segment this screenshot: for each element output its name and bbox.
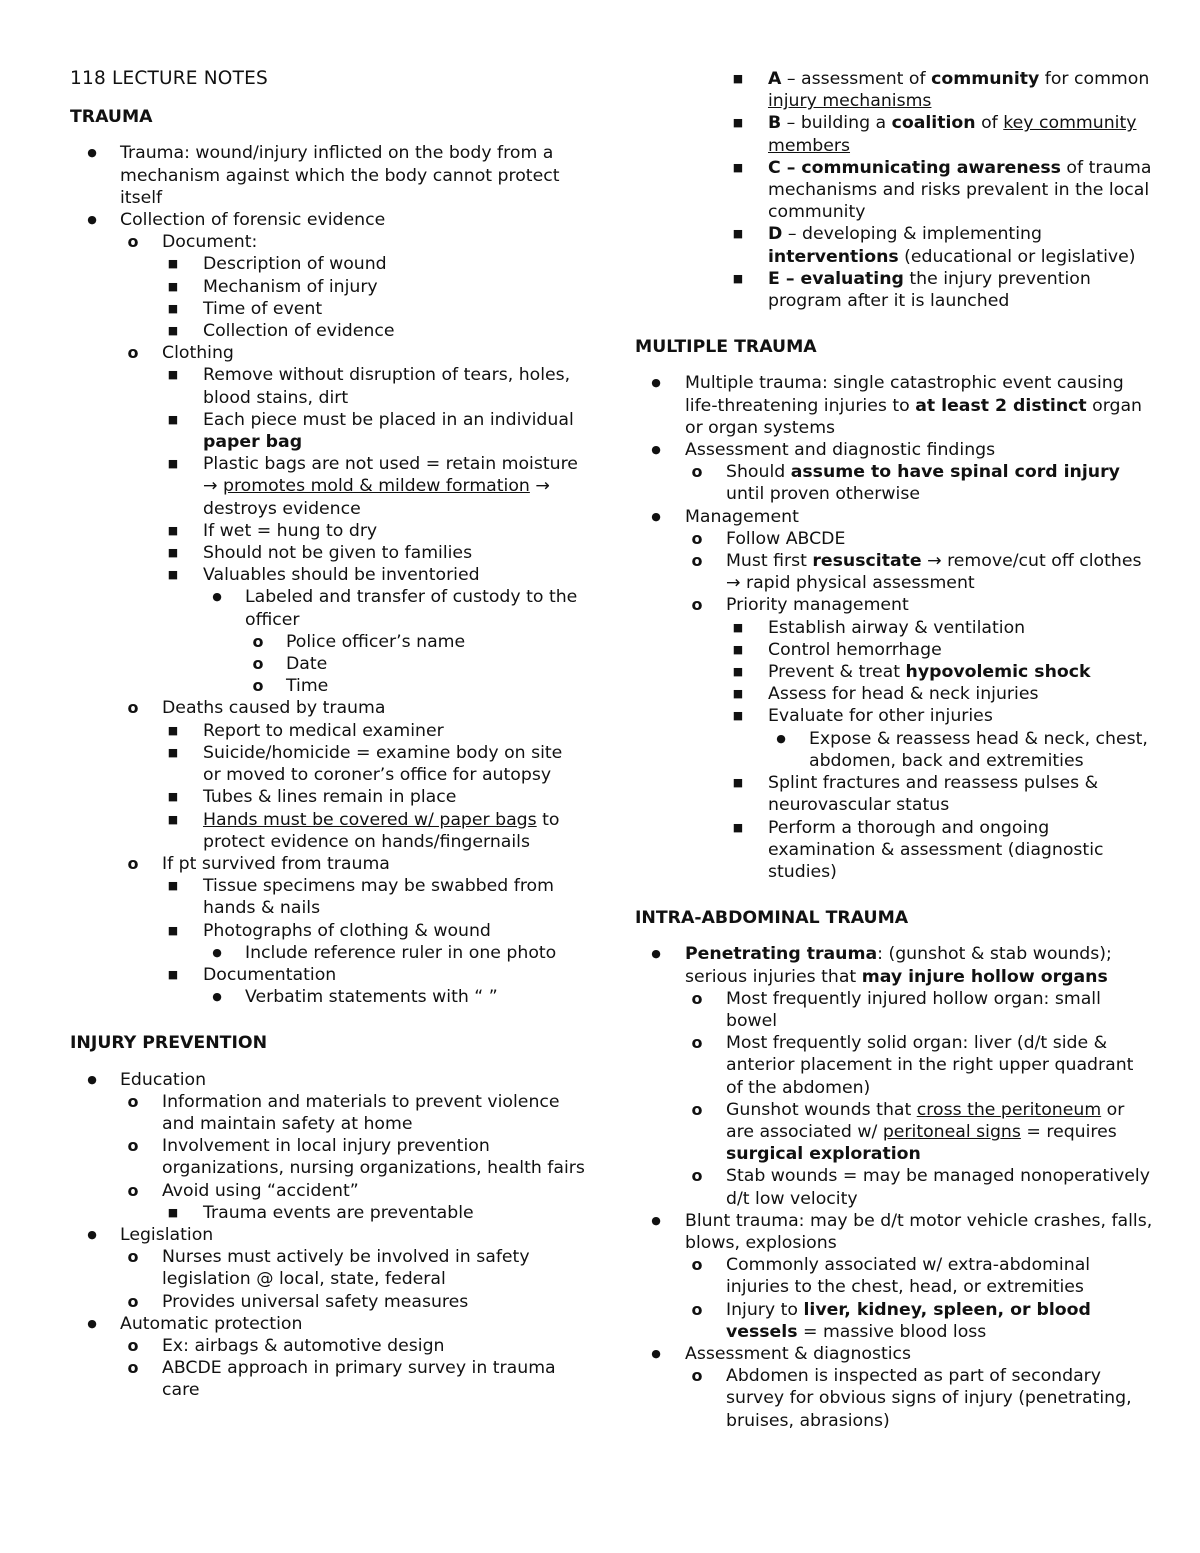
item-text: Trauma: wound/injury inflicted on the body from a mechanism against which the body cannot protect itself xyxy=(120,143,560,208)
item-text: Nurses must actively be involved in safety legislation @ local, state, federal xyxy=(162,1247,530,1290)
square-bullet-icon: ■ xyxy=(732,116,744,130)
list-item xyxy=(70,586,585,630)
item-text: Police officer’s name xyxy=(286,631,466,652)
item-text: – assessment of xyxy=(781,69,932,89)
square-bullet-icon: ■ xyxy=(167,723,179,737)
item-text: Most frequently solid organ: liver (d/t side & anterior placement in the right upper quadrant of the abdomen) xyxy=(726,1033,1134,1098)
trauma-list xyxy=(70,142,585,1008)
injury-prevention-list xyxy=(70,1069,585,1402)
bullet-icon: ● xyxy=(651,376,661,390)
list-item xyxy=(70,964,585,986)
item-text: C – communicating awareness xyxy=(768,157,1061,178)
list-item xyxy=(635,68,1155,112)
list-item xyxy=(635,772,1155,816)
square-bullet-icon: ■ xyxy=(167,324,179,338)
square-bullet-icon: ■ xyxy=(167,523,179,537)
item-text: Avoid using “accident” xyxy=(162,1180,359,1201)
list-item xyxy=(70,942,585,964)
list-item xyxy=(635,1210,1155,1254)
document-title: 118 LECTURE NOTES xyxy=(70,68,268,89)
list-item xyxy=(70,364,585,408)
item-text: Splint fractures and reassess pulses & neurovascular status xyxy=(768,773,1099,816)
circle-bullet-icon: o xyxy=(691,551,703,571)
list-item xyxy=(635,461,1155,505)
circle-bullet-icon: o xyxy=(691,1299,703,1319)
item-text: Multiple trauma: single catastrophic event causing life-threatening injuries to xyxy=(685,373,1124,416)
list-item xyxy=(70,720,585,742)
list-item xyxy=(70,786,585,808)
item-text: coalition xyxy=(891,113,976,134)
item-text: Deaths caused by trauma xyxy=(162,698,386,719)
list-item xyxy=(70,653,585,675)
left-column xyxy=(70,68,585,1402)
circle-bullet-icon: o xyxy=(127,1247,139,1267)
item-text: injury mechanisms xyxy=(768,91,932,112)
list-item xyxy=(70,675,585,697)
item-text: paper bag xyxy=(203,432,303,453)
list-item xyxy=(635,1032,1155,1099)
item-text: = massive blood loss xyxy=(797,1321,987,1342)
list-item xyxy=(635,817,1155,884)
square-bullet-icon: ■ xyxy=(732,776,744,790)
section-heading-intra-abdominal-trauma: INTRA-ABDOMINAL TRAUMA xyxy=(635,908,909,929)
item-text: Management xyxy=(685,506,799,527)
list-item xyxy=(635,943,1155,987)
item-text: = requires xyxy=(1020,1121,1117,1142)
item-text: Time of event xyxy=(203,298,323,319)
square-bullet-icon: ■ xyxy=(167,368,179,382)
item-text: resuscitate xyxy=(812,551,922,572)
item-text: Provides universal safety measures xyxy=(162,1291,469,1312)
item-text: assume to have spinal cord injury xyxy=(790,462,1120,483)
list-item xyxy=(70,1091,585,1135)
item-text: hypovolemic shock xyxy=(905,662,1091,683)
list-item xyxy=(70,231,585,253)
list-item xyxy=(635,550,1155,594)
item-text: Automatic protection xyxy=(120,1313,303,1334)
circle-bullet-icon: o xyxy=(691,528,703,548)
square-bullet-icon: ■ xyxy=(732,642,744,656)
list-item xyxy=(635,157,1155,224)
item-text: for common xyxy=(1039,69,1150,89)
list-item xyxy=(70,1135,585,1179)
circle-bullet-icon: o xyxy=(691,1255,703,1275)
list-item xyxy=(635,705,1155,727)
circle-bullet-icon: o xyxy=(252,654,264,674)
item-text: Expose & reassess head & neck, chest, abdomen, back and extremities xyxy=(809,728,1148,771)
square-bullet-icon: ■ xyxy=(167,279,179,293)
item-text: Assessment & diagnostics xyxy=(685,1343,912,1364)
list-item xyxy=(635,506,1155,528)
list-item xyxy=(635,1099,1155,1166)
list-item xyxy=(70,320,585,342)
list-item xyxy=(70,409,585,453)
list-item xyxy=(70,1357,585,1401)
item-text: of xyxy=(975,113,1004,134)
circle-bullet-icon: o xyxy=(127,698,139,718)
list-item xyxy=(70,986,585,1008)
item-text: : (gunshot & stab wounds); serious injuries that xyxy=(685,944,1112,987)
list-item xyxy=(70,142,585,209)
bullet-icon: ● xyxy=(87,1316,97,1330)
item-text: Labeled and transfer of custody to the officer xyxy=(245,587,578,630)
list-item xyxy=(70,920,585,942)
bullet-icon: ● xyxy=(651,1346,661,1360)
list-item xyxy=(70,742,585,786)
list-item xyxy=(70,875,585,919)
bullet-icon: ● xyxy=(87,1227,97,1241)
circle-bullet-icon: o xyxy=(252,676,264,696)
item-text: peritoneal signs xyxy=(882,1121,1021,1142)
item-text: Prevent & treat xyxy=(768,662,906,683)
list-item xyxy=(70,209,585,231)
item-text: at least 2 distinct xyxy=(915,395,1087,416)
section-heading-trauma: TRAUMA xyxy=(70,107,153,128)
square-bullet-icon: ■ xyxy=(167,812,179,826)
item-text: Hands must be covered w/ paper bags xyxy=(203,809,537,830)
intra-abdominal-list xyxy=(635,943,1155,1431)
item-text: → remove/cut off clothes → rapid physical assessment xyxy=(726,551,1142,594)
item-text: – building a xyxy=(781,113,892,134)
item-text: Most frequently injured hollow organ: small bowel xyxy=(726,988,1101,1031)
list-item xyxy=(70,1069,585,1091)
item-text: Perform a thorough and ongoing examination & assessment (diagnostic studies) xyxy=(768,817,1104,882)
list-item xyxy=(635,112,1155,156)
item-text: cross the peritoneum xyxy=(916,1099,1102,1120)
item-text: interventions xyxy=(768,246,899,267)
item-text: organ or organ systems xyxy=(685,395,1143,438)
item-text: Information and materials to prevent violence and maintain safety at home xyxy=(162,1091,560,1134)
bullet-icon: ● xyxy=(651,509,661,523)
square-bullet-icon: ■ xyxy=(732,687,744,701)
circle-bullet-icon: o xyxy=(127,1291,139,1311)
list-item xyxy=(635,728,1155,772)
item-text: B xyxy=(768,113,782,134)
list-item xyxy=(70,1224,585,1246)
multiple-trauma-list xyxy=(635,372,1155,883)
circle-bullet-icon: o xyxy=(252,631,264,651)
bullet-icon: ● xyxy=(776,731,786,745)
item-text: or are associated w/ xyxy=(726,1099,1125,1142)
abcde-list xyxy=(635,68,1155,312)
item-text: Blunt trauma: may be d/t motor vehicle crashes, falls, blows, explosions xyxy=(685,1210,1153,1253)
square-bullet-icon: ■ xyxy=(167,1205,179,1219)
list-item xyxy=(635,661,1155,683)
circle-bullet-icon: o xyxy=(691,1366,703,1386)
list-item xyxy=(635,528,1155,550)
item-text: If wet = hung to dry xyxy=(203,520,378,541)
item-text: to protect evidence on hands/fingernails xyxy=(203,809,560,852)
list-item xyxy=(635,617,1155,639)
item-text: Stab wounds = may be managed nonoperatively d/t low velocity xyxy=(726,1166,1150,1209)
list-item xyxy=(70,1291,585,1313)
square-bullet-icon: ■ xyxy=(732,620,744,634)
item-text: → destroys evidence xyxy=(203,476,550,519)
item-text: Follow ABCDE xyxy=(726,528,846,549)
list-item xyxy=(70,1246,585,1290)
list-item xyxy=(635,594,1155,616)
circle-bullet-icon: o xyxy=(127,1091,139,1111)
item-text: If pt survived from trauma xyxy=(162,853,390,874)
square-bullet-icon: ■ xyxy=(167,546,179,560)
item-text: Remove without disruption of tears, holes, blood stains, dirt xyxy=(203,365,571,408)
item-text: Include reference ruler in one photo xyxy=(245,942,557,963)
item-text: – developing & implementing xyxy=(782,224,1042,245)
item-text: A xyxy=(768,69,782,89)
item-text: surgical exploration xyxy=(726,1144,921,1165)
item-text: Mechanism of injury xyxy=(203,276,378,297)
item-text: Assessment and diagnostic findings xyxy=(685,440,996,461)
item-text: Gunshot wounds that xyxy=(726,1099,917,1120)
item-text: Suicide/homicide = examine body on site or moved to coroner’s office for autopsy xyxy=(203,742,563,786)
item-text: Commonly associated w/ extra-abdominal injuries to the chest, head, or extremities xyxy=(726,1255,1091,1298)
list-item xyxy=(70,809,585,853)
item-text: key community members xyxy=(768,113,1137,156)
list-item xyxy=(70,1180,585,1202)
circle-bullet-icon: o xyxy=(691,462,703,482)
item-text: Clothing xyxy=(162,343,234,364)
circle-bullet-icon: o xyxy=(691,988,703,1008)
circle-bullet-icon: o xyxy=(691,1033,703,1053)
square-bullet-icon: ■ xyxy=(167,923,179,937)
list-item xyxy=(70,1202,585,1224)
bullet-icon: ● xyxy=(212,945,222,959)
circle-bullet-icon: o xyxy=(691,1099,703,1119)
list-item xyxy=(635,1299,1155,1343)
list-item xyxy=(635,1365,1155,1432)
item-text: Each piece must be placed in an individual xyxy=(203,409,574,430)
list-item xyxy=(70,853,585,875)
item-text: the injury prevention program after it is launched xyxy=(768,268,1091,312)
list-item xyxy=(70,542,585,564)
item-text: Should xyxy=(726,462,791,483)
item-text: Date xyxy=(286,654,328,675)
item-text: Should not be given to families xyxy=(203,543,473,564)
square-bullet-icon: ■ xyxy=(167,879,179,893)
item-text: Documentation xyxy=(203,964,337,985)
right-column xyxy=(635,68,1155,1432)
item-text: Photographs of clothing & wound xyxy=(203,920,491,941)
item-text: Verbatim statements with “ ” xyxy=(245,987,498,1008)
item-text: E – evaluating xyxy=(768,268,904,289)
square-bullet-icon: ■ xyxy=(732,72,744,85)
square-bullet-icon: ■ xyxy=(732,709,744,723)
list-item xyxy=(70,253,585,275)
square-bullet-icon: ■ xyxy=(167,301,179,315)
square-bullet-icon: ■ xyxy=(732,271,744,285)
item-text: Trauma events are preventable xyxy=(203,1202,474,1223)
section-heading-multiple-trauma: MULTIPLE TRAUMA xyxy=(635,337,817,358)
circle-bullet-icon: o xyxy=(127,232,139,252)
item-text: Ex: airbags & automotive design xyxy=(162,1335,445,1356)
list-item xyxy=(70,564,585,586)
bullet-icon: ● xyxy=(87,146,97,160)
list-item xyxy=(70,520,585,542)
list-item xyxy=(635,268,1155,312)
bullet-icon: ● xyxy=(651,443,661,457)
list-item xyxy=(70,1335,585,1357)
item-text: Description of wound xyxy=(203,254,387,275)
list-item xyxy=(70,298,585,320)
item-text: Valuables should be inventoried xyxy=(203,565,480,586)
item-text: Tubes & lines remain in place xyxy=(203,787,457,808)
square-bullet-icon: ■ xyxy=(167,967,179,981)
square-bullet-icon: ■ xyxy=(167,790,179,804)
square-bullet-icon: ■ xyxy=(167,412,179,426)
circle-bullet-icon: o xyxy=(127,343,139,363)
circle-bullet-icon: o xyxy=(127,1335,139,1355)
item-text: Abdomen is inspected as part of secondary survey for obvious signs of injury (penetrating, bruises, abrasions) xyxy=(726,1366,1132,1431)
circle-bullet-icon: o xyxy=(691,1166,703,1186)
item-text: of trauma mechanisms and risks prevalent in the local community xyxy=(768,157,1152,223)
list-item xyxy=(635,639,1155,661)
item-text: Priority management xyxy=(726,595,909,616)
section-heading-injury-prevention: INJURY PREVENTION xyxy=(70,1033,268,1054)
item-text: Education xyxy=(120,1069,207,1090)
item-text: Collection of forensic evidence xyxy=(120,210,386,231)
item-text: liver, kidney, spleen, or blood vessels xyxy=(726,1299,1091,1342)
square-bullet-icon: ■ xyxy=(732,227,744,241)
square-bullet-icon: ■ xyxy=(732,820,744,834)
circle-bullet-icon: o xyxy=(127,1358,139,1378)
list-item xyxy=(635,683,1155,705)
bullet-icon: ● xyxy=(651,1213,661,1227)
square-bullet-icon: ■ xyxy=(167,257,179,271)
item-text: ABCDE approach in primary survey in trauma care xyxy=(162,1358,556,1401)
list-item xyxy=(635,1165,1155,1209)
list-item xyxy=(635,1343,1155,1365)
square-bullet-icon: ■ xyxy=(732,665,744,679)
bullet-icon: ● xyxy=(87,1072,97,1086)
list-item xyxy=(635,1254,1155,1298)
item-text: Must first xyxy=(726,551,813,572)
list-item xyxy=(70,276,585,298)
circle-bullet-icon: o xyxy=(127,853,139,873)
item-text: may injure hollow organs xyxy=(861,966,1108,987)
item-text: Document: xyxy=(162,232,258,253)
list-item xyxy=(70,697,585,719)
item-text: Involvement in local injury prevention organizations, nursing organizations, health fairs xyxy=(162,1136,585,1179)
item-text: Injury to xyxy=(726,1299,804,1320)
item-text: Control hemorrhage xyxy=(768,639,942,660)
circle-bullet-icon: o xyxy=(127,1180,139,1200)
circle-bullet-icon: o xyxy=(691,595,703,615)
square-bullet-icon: ■ xyxy=(167,568,179,582)
item-text: Assess for head & neck injuries xyxy=(768,684,1039,705)
bullet-icon: ● xyxy=(651,947,661,961)
bullet-icon: ● xyxy=(212,590,222,604)
square-bullet-icon: ■ xyxy=(167,457,179,471)
list-item xyxy=(70,1313,585,1335)
bullet-icon: ● xyxy=(87,213,97,227)
item-text: Tissue specimens may be swabbed from hands & nails xyxy=(203,876,554,919)
item-text: Legislation xyxy=(120,1224,214,1245)
list-item xyxy=(635,223,1155,267)
item-text: Report to medical examiner xyxy=(203,720,444,741)
item-text: (educational or legislative) xyxy=(898,246,1136,267)
item-text: Evaluate for other injuries xyxy=(768,706,993,727)
list-item xyxy=(635,372,1155,439)
circle-bullet-icon: o xyxy=(127,1136,139,1156)
item-text: community xyxy=(931,69,1040,89)
list-item xyxy=(70,342,585,364)
square-bullet-icon: ■ xyxy=(167,745,179,759)
list-item xyxy=(635,988,1155,1032)
item-text: Collection of evidence xyxy=(203,321,395,342)
bullet-icon: ● xyxy=(212,990,222,1004)
item-text: Penetrating trauma xyxy=(685,944,878,965)
list-item xyxy=(635,439,1155,461)
square-bullet-icon: ■ xyxy=(732,160,744,174)
item-text: Establish airway & ventilation xyxy=(768,617,1026,638)
list-item xyxy=(70,453,585,520)
item-text: D xyxy=(768,224,783,245)
list-item xyxy=(70,631,585,653)
item-text: Plastic bags are not used = retain moisture → xyxy=(203,454,578,497)
item-text: Time xyxy=(286,676,329,697)
item-text: until proven otherwise xyxy=(726,484,920,505)
item-text: promotes mold & mildew formation xyxy=(222,476,530,497)
